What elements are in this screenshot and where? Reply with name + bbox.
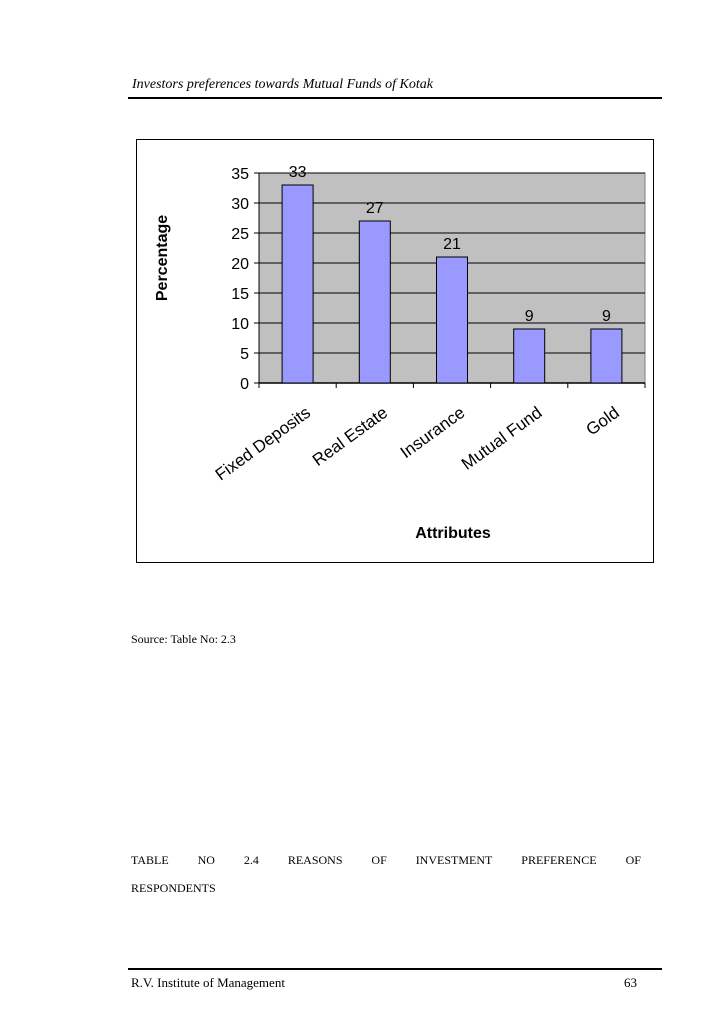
- x-tick-label: Real Estate: [308, 402, 392, 470]
- caption-word: OF: [625, 853, 641, 867]
- x-tick-label: Fixed Deposits: [211, 402, 314, 485]
- table-caption: [131, 846, 641, 902]
- caption-word: PREFERENCE: [521, 853, 597, 867]
- y-tick-label: 10: [231, 316, 249, 333]
- y-axis-title: Percentage: [154, 214, 171, 302]
- bar: [437, 257, 468, 383]
- caption-word: TABLE: [131, 853, 169, 867]
- bar-chart: [137, 140, 655, 564]
- bar: [591, 329, 622, 383]
- data-label: 27: [365, 200, 384, 217]
- data-label: 33: [288, 164, 307, 181]
- bar: [514, 329, 545, 383]
- y-tick-label: 20: [231, 256, 249, 273]
- caption-word: REASONS: [287, 853, 343, 867]
- x-axis-title: Attributes: [415, 525, 491, 542]
- x-tick-label: Gold: [582, 402, 623, 440]
- source-note: Source: Table No: 2.3: [131, 632, 236, 646]
- bar: [282, 185, 313, 383]
- caption-word: NO: [197, 853, 215, 867]
- footer-institute: R.V. Institute of Management: [131, 975, 285, 990]
- chart-container: [136, 139, 654, 563]
- y-tick-label: 15: [231, 286, 249, 303]
- caption-word: INVESTMENT: [415, 853, 493, 867]
- caption-word: OF: [371, 853, 387, 867]
- y-tick-label: 30: [231, 196, 249, 213]
- page-header-title: Investors preferences towards Mutual Funds of Kotak: [132, 77, 433, 92]
- x-tick-label: Mutual Fund: [457, 402, 546, 474]
- data-label: 9: [601, 308, 611, 325]
- bar: [359, 221, 390, 383]
- x-tick-label: Insurance: [396, 402, 469, 463]
- y-tick-label: 25: [231, 226, 249, 243]
- y-tick-label: 5: [240, 346, 249, 363]
- footer-rule: [128, 968, 662, 970]
- data-label: 9: [524, 308, 534, 325]
- y-tick-label: 0: [240, 376, 249, 393]
- table-caption-line2: RESPONDENTS: [131, 881, 216, 895]
- y-tick-label: 35: [231, 166, 249, 183]
- caption-word: 2.4: [243, 853, 259, 867]
- data-label: 21: [443, 236, 461, 253]
- page-number: 63: [624, 975, 637, 990]
- table-caption-line1: [131, 846, 641, 874]
- header-rule: [128, 97, 662, 99]
